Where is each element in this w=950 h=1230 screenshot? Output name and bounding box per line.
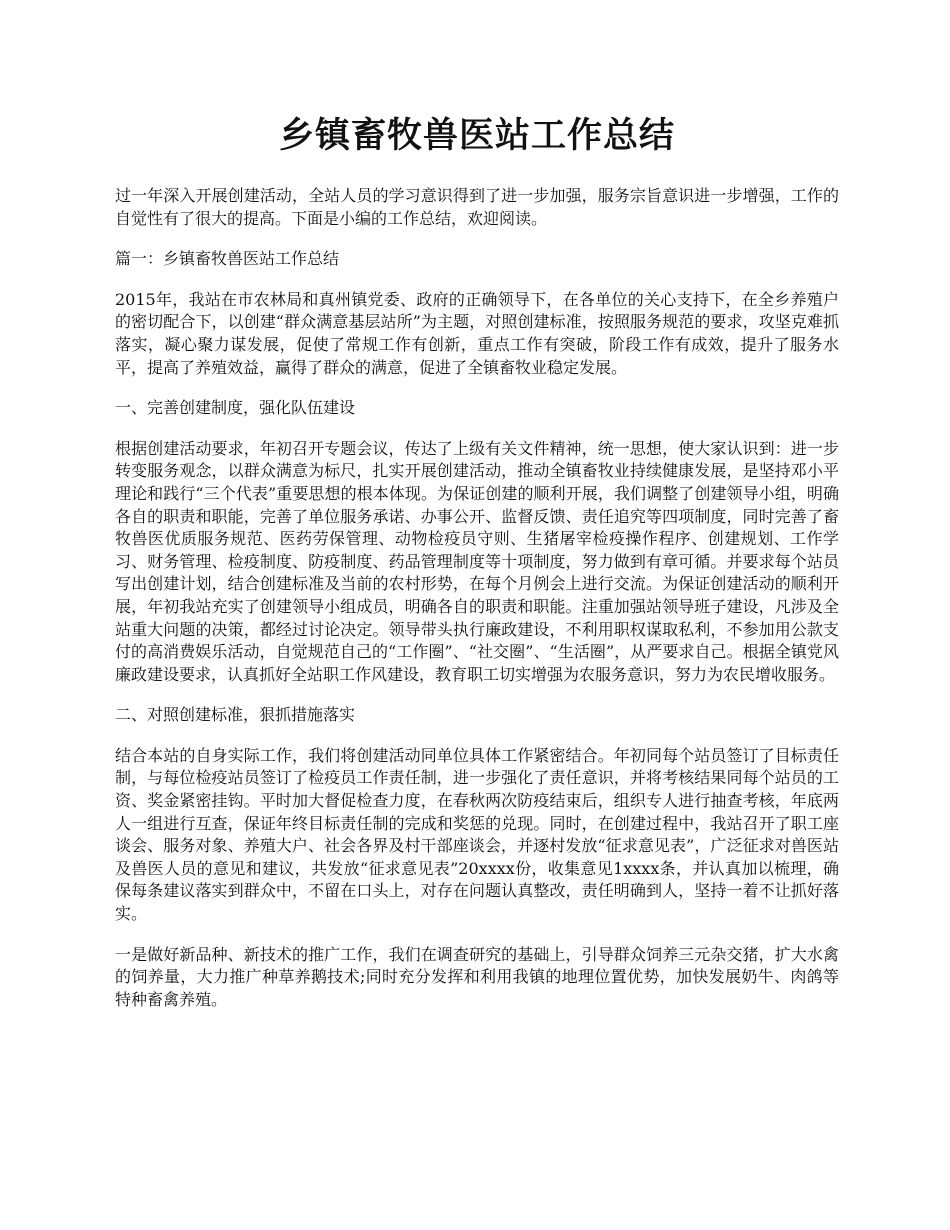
intro-paragraph: 过一年深入开展创建活动，全站人员的学习意识得到了进一步加强，服务宗旨意识进一步增强，工作的自觉性有了很大的提高。下面是小编的工作总结，欢迎阅读。 bbox=[115, 186, 839, 228]
section-title: 篇一：乡镇畜牧兽医站工作总结 bbox=[115, 249, 340, 269]
heading-2: 二、对照创建标准，狠抓措施落实 bbox=[115, 705, 356, 725]
document-page bbox=[115, 112, 839, 1029]
heading-1: 一、完善创建制度，强化队伍建设 bbox=[115, 398, 356, 418]
opening-paragraph: 2015年，我站在市农林局和真州镇党委、政府的正确领导下，在各单位的关心支持下，在全乡养殖户的密切配合下，以创建“群众满意基层站所”为主题，对照创建标准，按照服务规范的要求，攻坚克难抓落实，凝心聚力谋发展，促使了常规工作有创新，重点工作有突破，阶段工作有成效，提升了服务水平，提高了养殖效益，赢得了群众的满意，促进了全镇畜牧业稳定发展。 bbox=[115, 289, 839, 377]
document-title: 乡镇畜牧兽医站工作总结 bbox=[278, 115, 675, 156]
body-paragraph-2: 结合本站的自身实际工作，我们将创建活动同单位具体工作紧密结合。年初同每个站员签订了目标责任制，与每位检疫站员签订了检疫员工作责任制，进一步强化了责任意识，并将考核结果同每个站员的工资、奖金紧密挂钩。平时加大督促检查力度，在春秋两次防疫结束后，组织专人进行抽查考核，年底两人一组进行互查，保证年终目标责任制的完成和奖惩的兑现。同时，在创建过程中，我站召开了职工座谈会、服务对象、养殖大户、社会各界及村干部座谈会，并逐村发放“征求意见表”，广泛征求对兽医站及兽医人员的意见和建议，共发放“征求意见表”20xxxx份，收集意见1xxxx条，并认真加以梳理，确保每条建议落实到群众中，不留在口头上，对存在问题认真整改，责任明确到人，坚持一着不让抓好落实。 bbox=[115, 745, 839, 924]
body-paragraph-1: 根据创建活动要求，年初召开专题会议，传达了上级有关文件精神，统一思想，使大家认识到：进一步转变服务观念，以群众满意为标尺，扎实开展创建活动，推动全镇畜牧业持续健康发展，是坚持邓小平理论和践行“三个代表”重要思想的根本体现。为保证创建的顺利开展，我们调整了创建领导小组，明确各自的职责和职能，完善了单位服务承诺、办事公开、监督反馈、责任追究等四项制度，同时完善了畜牧兽医优质服务规范、医药劳保管理、动物检疫员守则、生猪屠宰检疫操作程序、创建规划、工作学习、财务管理、检疫制度、防疫制度、药品管理制度等十项制度，努力做到有章可循。并要求每个站员写出创建计划，结合创建标准及当前的农村形势，在每个月例会上进行交流。为保证创建活动的顺利开展，年初我站充实了创建领导小组成员，明确各自的职责和职能。注重加强站领导班子建设，凡涉及全站重大问题的决策，都经过讨论决定。领导带头执行廉政建设，不利用职权谋取私利，不参加用公款支付的高消费娱乐活动，自觉规范自己的“工作圈”、“社交圈”、“生活圈”，从严要求自己。根据全镇党风廉政建设要求，认真抓好全站职工作风建设，教育职工切实增强为农服务意识，努力为农民增收服务。 bbox=[115, 438, 839, 684]
body-paragraph-3: 一是做好新品种、新技术的推广工作，我们在调查研究的基础上，引导群众饲养三元杂交猪，扩大水禽的饲养量，大力推广种草养鹅技术;同时充分发挥和利用我镇的地理位置优势，加快发展奶牛、肉鸽等特种畜禽养殖。 bbox=[115, 944, 839, 1009]
